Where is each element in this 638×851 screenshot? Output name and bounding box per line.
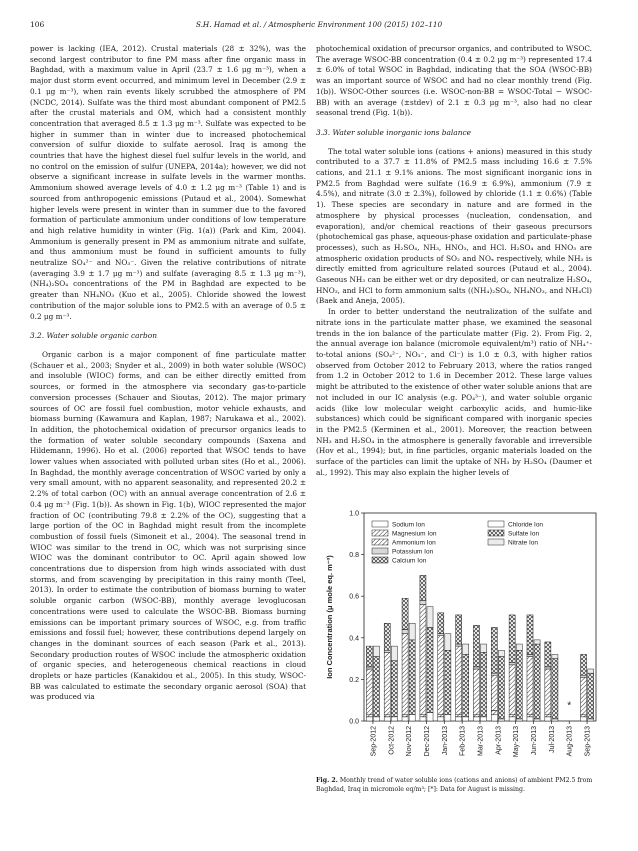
bar-segment-nitrate-ion xyxy=(516,644,522,650)
bar-segment-chloride-ion xyxy=(391,717,397,721)
caption-label: Fig. 2. xyxy=(316,777,338,784)
legend-swatch xyxy=(488,521,504,527)
x-tick-label: Oct-2012 xyxy=(388,726,396,755)
y-axis-label: Ion Concentration (μ mole eq. m⁻³) xyxy=(325,555,334,679)
legend-label: Chloride Ion xyxy=(508,521,544,529)
bar-segment-calcium-ion xyxy=(581,654,587,675)
x-tick-label: Dec-2012 xyxy=(423,726,431,757)
legend-swatch xyxy=(488,539,504,545)
bar-segment-potassium-ion xyxy=(402,629,408,633)
legend-label: Sulfate Ion xyxy=(508,530,540,538)
ion-bar-chart xyxy=(316,505,608,773)
paragraph: The total water soluble ions (cations + anions) measured in this study contributed to a 37.7 ± 11.8% of PM2.5 mass including 16.6 ± 7.5% cations, and 21.1 ± 9.1% anions. The most significant inorganic ions in PM2.5 from Baghdad were sulfate (16.9 ± 6.9%), ammonium (7.9 ± 4.5%), and nitrate (3.0 ± 2.3%), followed by chloride (1.1 ± 0.6%) (Table 1). These species are secondary in nature and are formed in the atmosphere by physical processes (nucleation, condensation, and evaporation), and/or chemical reactions of their gaseous precursors (photochemical gas phase, aqueous-phase oxidation and particulate-phase processes), such as H₂SO₄, NH₃, HNO₃, and HCl. H₂SO₄ and HNO₃ are atmospheric oxidation products of SO₂ and NOₓ respectively, while NH₃ is directly emitted from agriculture related sources (Putaud et al., 2004). Gaseous NH₃ can be either wet or dry deposited, or can neutralize H₂SO₄, HNO₃, and HCl to form ammonium salts ((NH₄)₂SO₄, NH₄NO₃, and NH₄Cl) (Baek and Aneja, 2005). xyxy=(316,146,592,306)
x-tick-label: Nov-2012 xyxy=(406,726,414,757)
y-tick-label: 0.0 xyxy=(349,718,359,726)
bar-segment-sulfate-ion xyxy=(409,640,415,715)
bar-segment-chloride-ion xyxy=(373,717,379,721)
bar-segment-magnesium-ion xyxy=(545,715,551,717)
legend-label: Calcium Ion xyxy=(392,557,427,565)
bar-segment-magnesium-ion xyxy=(438,715,444,717)
bar-segment-calcium-ion xyxy=(402,598,408,629)
bar-segment-nitrate-ion xyxy=(481,644,487,652)
bar-segment-nitrate-ion xyxy=(498,650,504,656)
running-title: S.H. Hamad et al. / Atmospheric Environment 100 (2015) 102–110 xyxy=(195,20,443,29)
bar-segment-chloride-ion xyxy=(409,715,415,721)
bar-segment-sodium-ion xyxy=(545,717,551,721)
bar-segment-nitrate-ion xyxy=(427,607,433,628)
bar-segment-calcium-ion xyxy=(456,615,462,644)
bar-segment-chloride-ion xyxy=(463,717,469,721)
bar-segment-nitrate-ion xyxy=(373,646,379,656)
bar-segment-sodium-ion xyxy=(384,717,390,721)
figure-caption xyxy=(316,776,608,794)
bar-segment-sodium-ion xyxy=(527,717,533,721)
y-tick-label: 1.0 xyxy=(349,510,359,518)
bar-segment-potassium-ion xyxy=(473,667,479,669)
bar-segment-potassium-ion xyxy=(366,667,372,669)
bar-segment-chloride-ion xyxy=(427,713,433,721)
bar-segment-magnesium-ion xyxy=(456,715,462,717)
missing-data-marker: * xyxy=(567,700,572,712)
section-heading: 3.2. Water soluble organic carbon xyxy=(30,331,157,341)
bar-segment-chloride-ion xyxy=(552,719,558,721)
bar-segment-potassium-ion xyxy=(420,600,426,604)
bar-segment-sodium-ion xyxy=(473,717,479,721)
x-tick-label: Jan-2013 xyxy=(441,726,449,756)
bar-segment-calcium-ion xyxy=(491,627,497,673)
bar-segment-sulfate-ion xyxy=(463,654,469,716)
bar-segment-ammonium-ion xyxy=(438,636,444,715)
bar-segment-sodium-ion xyxy=(366,717,372,721)
bar-segment-magnesium-ion xyxy=(402,715,408,717)
left-column xyxy=(30,44,306,703)
bar-segment-sulfate-ion xyxy=(481,652,487,716)
y-tick-label: 0.8 xyxy=(349,552,359,560)
bar-segment-sodium-ion xyxy=(438,717,444,721)
bar-segment-magnesium-ion xyxy=(366,715,372,717)
figure-2 xyxy=(316,505,608,773)
bar-segment-ammonium-ion xyxy=(545,669,551,715)
bar-segment-potassium-ion xyxy=(438,634,444,636)
legend-swatch xyxy=(372,530,388,536)
bar-segment-nitrate-ion xyxy=(391,646,397,661)
bar-segment-ammonium-ion xyxy=(491,675,497,710)
bar-segment-ammonium-ion xyxy=(384,652,390,714)
bar-segment-nitrate-ion xyxy=(552,654,558,658)
bar-segment-ammonium-ion xyxy=(509,665,515,715)
legend-swatch xyxy=(488,530,504,536)
bar-segment-nitrate-ion xyxy=(534,640,540,644)
bar-segment-potassium-ion xyxy=(527,654,533,656)
bar-segment-nitrate-ion xyxy=(463,644,469,654)
bar-segment-magnesium-ion xyxy=(384,715,390,717)
bar-segment-calcium-ion xyxy=(545,642,551,667)
section-heading: 3.3. Water soluble inorganic ions balance xyxy=(316,127,471,137)
paragraph: Organic carbon is a major component of fine particulate matter (Schauer et al., 2003; Snyder et al., 2009) in both water soluble (WSOC) and insoluble (WIOC) forms, and can be either directly emitted from sources, or formed in the atmosphere via secondary gas-to-particle conversion processes (Schauer and Sioutas, 2012). The major primary sources of OC are fossil fuel combustion, motor vehicle exhausts, and biomass burning (Kawamura and Kaplan, 1987; Narukawa et al., 2002). In addition, the photochemical oxidation of precursor organics leads to the formation of water soluble secondary compounds (Saxena and Hildemann, 1996). Ho et al. (2006) reported that WSOC tends to have lower values when associated with polluted urban sites (Ho et al., 2006). In Baghdad, the monthly average concentration of WSOC varied by only a very small amount, with no apparent seasonality, and represented 20.2 ± 2.2% of total carbon (OC) with an annual average concentration of 2.6 ± 0.4 μg m⁻³ (Fig. 1(b)). As shown in Fig. 1(b), WIOC represented the major fraction of OC (contributing 79.8 ± 2.2% of the OC), suggesting that a large portion of the OC in Baghdad might result from the incomplete combustion of fossil fuels (Simoneit et al., 2004). The seasonal trend in WIOC was similar to the trend in OC, which was not surprising since WIOC was the dominant contributor to OC. April again showed low concentrations due to dispersion from high winds associated with dust storms, and from scavenging by precipitation in this rainy month (Teel, 2013). In order to estimate the contribution of biomass burning to water soluble organic carbon (WSOC-BB), monthly average levoglucosan concentrations were used to calculate the WSOC-BB. Biomass burning emissions can be important primary sources of WSOC, e.g. from traffic emissions and fossil fuel; however, these contributions depend largely on changes in the dominant sources of each season (Park et al., 2013). Secondary production routes of WSOC include the atmospheric oxidation of organic species, and heterogeneous chemical reactions in cloud droplets or haze particles (Kanakidou et al., 2005). In this study, WSOC-BB was calculated to estimate the secondary organic aerosol (SOA) that was produced via xyxy=(30,349,306,702)
bar-segment-sulfate-ion xyxy=(588,673,594,719)
x-tick-label: Mar-2013 xyxy=(477,726,485,756)
bar-segment-sodium-ion xyxy=(420,717,426,721)
bar-segment-sulfate-ion xyxy=(516,650,522,719)
y-tick-label: 0.6 xyxy=(349,593,359,601)
bar-segment-chloride-ion xyxy=(516,719,522,721)
paragraph: photochemical oxidation of precursor organics, and contributed to WSOC. The average WSOC-BB concentration (0.4 ± 0.2 μg m⁻³) represented 17.4 ± 6.0% of total WSOC in Baghdad, indicating that the SOA (WSOC-BB) was an important source of WSOC and had no clear monthly trend (Fig. 1(b)). WSOC-Other sources (i.e. WSOC-non-BB = WSOC-Total − WSOC-BB) with an average (±stdev) of 2.1 ± 0.3 μg m⁻³, also had no clear seasonal trend (Fig. 1(b)). xyxy=(316,44,592,118)
page-number: 106 xyxy=(30,20,45,29)
bar-segment-potassium-ion xyxy=(384,650,390,652)
bar-segment-ammonium-ion xyxy=(456,646,462,715)
legend-swatch xyxy=(372,557,388,563)
legend-label: Sodium Ion xyxy=(392,521,425,529)
bar-segment-chloride-ion xyxy=(498,719,504,721)
legend-swatch xyxy=(372,548,388,554)
bar-segment-ammonium-ion xyxy=(581,677,587,714)
bar-segment-calcium-ion xyxy=(473,625,479,667)
bar-segment-sulfate-ion xyxy=(498,657,504,719)
y-tick-label: 0.4 xyxy=(349,635,359,643)
bar-segment-chloride-ion xyxy=(534,719,540,721)
bar-segment-calcium-ion xyxy=(384,623,390,650)
x-tick-label: Sep-2012 xyxy=(370,726,378,757)
paragraph: power is lacking (IEA, 2012). Crustal materials (28 ± 32%), was the second largest contributor to fine PM mass after fine organic mass in Baghdad, with a maximum value in April (23.7 ± 1.6 μg m⁻³), when a major dust storm event occurred, and minimum level in December (2.9 ± 0.1 μg m⁻³), when rain events likely scrubbed the atmosphere of PM (NCDC, 2014). Sulfate was the third most abundant component of PM2.5 after the crustal materials and OM, which had a consistent monthly concentration that averaged 8.5 ± 1.3 μg m⁻³. Sulfate was expected to be higher in summer than in winter due to increased photochemical conversion of sulfur dioxide to sulfate aerosol. Iraq is among the countries that have the highest diesel fuel sulfur levels in the world, and no control on the emission of sulfur (UNEPA, 2014a); however, we did not observe a significant increase in sulfate levels in the warmer months. Ammonium showed average levels of 4.0 ± 1.2 μg m⁻³ (Table 1) and is sourced from anthropogenic emissions (Putaud et al., 2004). Somewhat higher levels were present in winter than in summer due to the favored formation of particulate ammonium under conditions of low temperature and high relative humidity in winter (Fig. 1(a)) (Park and Kim, 2004). Ammonium is generally present in PM as ammonium nitrate and sulfate, and thus ammonium must be found in sufficient amounts to fully neutralize SO₄²⁻ and NO₃⁻. Given the relative contributions of nitrate (averaging 3.9 ± 1.7 μg m⁻³) and sulfate (averaging 8.5 ± 1.3 μg m⁻³), (NH₄)₂SO₄ concentrations of the PM in Baghdad are expected to be greater than NH₄NO₃ (Kuo et al., 2005). Chloride showed the lowest contribution of the major soluble ions to PM2.5 with an average of 0.5 ± 0.2 μg m⁻³. xyxy=(30,44,306,321)
legend-label: Potassium Ion xyxy=(392,548,434,556)
page-header xyxy=(30,20,608,34)
bar-segment-sodium-ion xyxy=(509,717,515,721)
x-tick-label: Apr-2013 xyxy=(495,726,503,755)
right-column xyxy=(316,44,592,478)
bar-segment-magnesium-ion xyxy=(527,715,533,717)
bar-segment-potassium-ion xyxy=(491,673,497,675)
bar-segment-magnesium-ion xyxy=(581,715,587,717)
bar-segment-ammonium-ion xyxy=(527,657,533,715)
bar-segment-calcium-ion xyxy=(438,613,444,634)
bar-segment-sulfate-ion xyxy=(373,657,379,717)
bar-segment-ammonium-ion xyxy=(402,634,408,715)
bar-segment-sulfate-ion xyxy=(445,650,451,714)
bar-segment-calcium-ion xyxy=(366,646,372,667)
legend-label: Nitrate Ion xyxy=(508,539,538,547)
bar-segment-ammonium-ion xyxy=(366,669,372,715)
bar-segment-calcium-ion xyxy=(527,615,533,655)
bar-segment-chloride-ion xyxy=(481,717,487,721)
bar-segment-potassium-ion xyxy=(456,644,462,646)
bar-segment-potassium-ion xyxy=(545,667,551,669)
bar-segment-chloride-ion xyxy=(588,719,594,721)
legend-swatch xyxy=(372,539,388,545)
bar-segment-nitrate-ion xyxy=(445,634,451,651)
x-tick-label: May-2013 xyxy=(513,726,521,758)
legend-label: Ammonium Ion xyxy=(392,539,436,547)
caption-text: Monthly trend of water soluble ions (cations and anions) of ambient PM2.5 from Baghdad, Iraq in micromole eq/m³; [*]: Data for August is missing. xyxy=(316,777,593,793)
x-tick-label: Aug-2013 xyxy=(566,726,574,757)
bar-segment-sodium-ion xyxy=(402,717,408,721)
bar-segment-sulfate-ion xyxy=(552,659,558,719)
bar-segment-nitrate-ion xyxy=(409,623,415,640)
bar-segment-chloride-ion xyxy=(445,715,451,721)
bar-segment-ammonium-ion xyxy=(473,669,479,715)
bar-segment-sulfate-ion xyxy=(391,661,397,717)
bar-segment-magnesium-ion xyxy=(473,715,479,717)
bar-segment-sulfate-ion xyxy=(427,627,433,712)
x-tick-label: Jun-2013 xyxy=(531,726,539,756)
legend-swatch xyxy=(372,521,388,527)
x-tick-label: Sep-2013 xyxy=(584,726,592,757)
bar-segment-calcium-ion xyxy=(420,575,426,600)
x-tick-label: Feb-2013 xyxy=(459,726,467,756)
bar-segment-sodium-ion xyxy=(491,715,497,721)
bar-segment-potassium-ion xyxy=(509,663,515,665)
bar-segment-magnesium-ion xyxy=(491,711,497,715)
bar-segment-sodium-ion xyxy=(456,717,462,721)
bar-segment-calcium-ion xyxy=(509,615,515,663)
bar-segment-magnesium-ion xyxy=(420,715,426,717)
y-tick-label: 0.2 xyxy=(349,676,359,684)
bar-segment-ammonium-ion xyxy=(420,605,426,715)
bar-segment-sulfate-ion xyxy=(534,644,540,719)
bar-segment-nitrate-ion xyxy=(588,669,594,673)
bar-segment-magnesium-ion xyxy=(509,715,515,717)
x-tick-label: Jul-2013 xyxy=(548,726,556,753)
bar-segment-sodium-ion xyxy=(581,717,587,721)
paragraph: In order to better understand the neutralization of the sulfate and nitrate ions in the particulate matter phase, we examined the seasonal trends in the ion balance of the particulate matter (Fig. 2). From Fig. 2, the annual average ion balance (micromole equivalent/m³) ratio of NH₄⁺-to-total anions (SO₄²⁻, NO₃⁻, and Cl⁻) is 1.0 ± 0.3, with higher ratios observed from October 2012 to February 2013, where the ratios ranged from 1.2 in October 2012 to 1.6 in December 2012. These large values might be attributed to the existence of other water soluble anions that are not included in our IC analysis (e.g. PO₄³⁻), and water soluble organic acids (like low molecular weight carboxylic acids, and humic-like substances) which could be significant compared with inorganic species in the PM2.5 (Kerminen et al., 2001). Moreover, the reaction between NH₃ and H₂SO₄ in the atmosphere is generally favorable and irreversible (Hov et al., 1994); but, in fine particles, organic materials loaded on the surface of the particles can limit the uptake of NH₃ by H₂SO₄ (Daumer et al., 1992). This may also explain the higher levels of xyxy=(316,307,592,477)
legend-label: Magnesium Ion xyxy=(392,530,437,538)
bar-segment-potassium-ion xyxy=(581,675,587,677)
